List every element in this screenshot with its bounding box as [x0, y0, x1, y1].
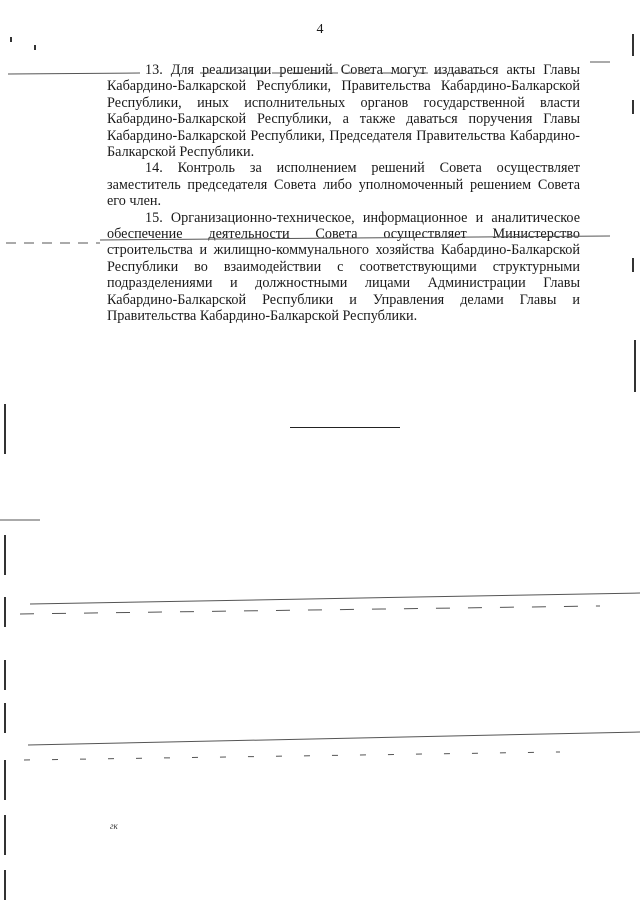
scan-edge-mark	[4, 404, 6, 454]
scan-edge-mark	[4, 870, 6, 900]
scan-edge-mark	[4, 815, 6, 855]
scan-edge-mark	[4, 597, 6, 627]
page-number: 4	[316, 22, 324, 37]
scan-edge-mark	[634, 340, 636, 392]
paragraph-13: 13. Для реализации решений Совета могут издаваться акты Главы Кабардино-Балкарской Республики, Правительства Кабардино-Балкарской Республики, иных исполнительных органов государственной власти Кабардино-Балкарской Республики, а также даваться поручения Главы Кабардино-Балкарской Республики, Председателя Правительства Кабардино-Балкарской Республики.	[107, 62, 580, 161]
document-body	[107, 62, 580, 325]
scan-mark: гк	[110, 821, 118, 831]
scan-edge-mark	[4, 535, 6, 575]
scan-streak	[28, 732, 640, 745]
scan-speck	[34, 45, 36, 50]
scan-streak	[24, 752, 560, 760]
scan-edge-mark	[4, 660, 6, 690]
scan-streak	[20, 606, 600, 614]
paragraph-14: 14. Контроль за исполнением решений Совета осуществляет заместитель председателя Совета либо уполномоченный решением Совета его член.	[107, 160, 580, 210]
scan-edge-mark	[632, 258, 634, 272]
scan-streak	[30, 593, 640, 604]
scan-edge-mark	[4, 760, 6, 800]
scan-edge-mark	[4, 703, 6, 733]
scan-edge-mark	[632, 100, 634, 114]
end-separator-line	[290, 427, 400, 428]
paragraph-15: 15. Организационно-техническое, информационное и аналитическое обеспечение деятельности Совета осуществляет Министерство строительства и жилищно-коммунального хозяйства Кабардино-Балкарской Республики во взаимодействии с соответствующими структурными подразделениями и должностными лицами Администрации Главы Кабардино-Балкарской Республики и Управления делами Главы и Правительства Кабардино-Балкарской Республики.	[107, 209, 580, 325]
